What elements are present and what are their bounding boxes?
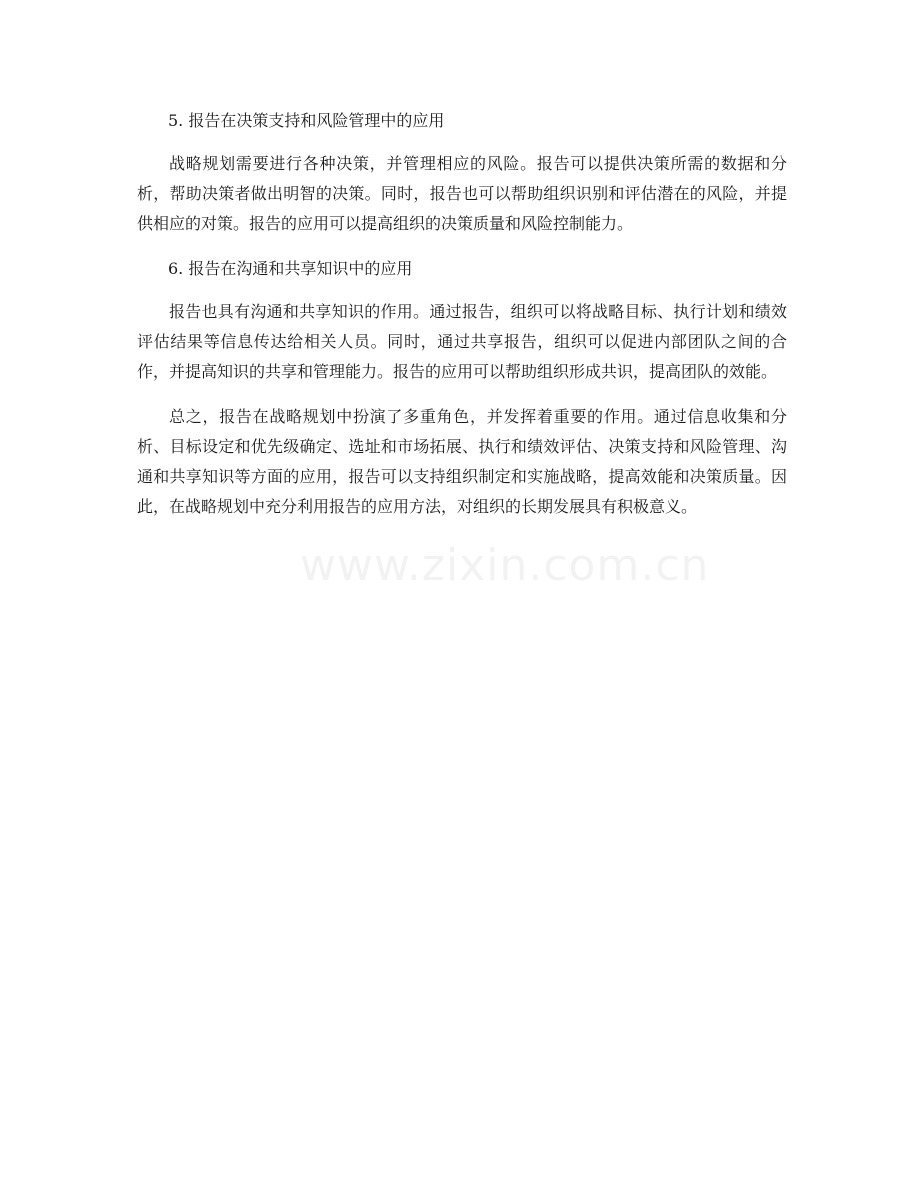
conclusion-paragraph: 总之，报告在战略规划中扮演了多重角色，并发挥着重要的作用。通过信息收集和分析、目标设定和优先级确定、选址和市场拓展、执行和绩效评估、决策支持和风险管理、沟通和共享知识等方面的应用，报告可以支持组织制定和实施战略，提高效能和决策质量。因此，在战略规划中充分利用报告的应用方法，对组织的长期发展具有积极意义。 bbox=[137, 407, 787, 516]
watermark: www.zixin.com.cn bbox=[300, 540, 710, 591]
section-5-heading: 5. 报告在决策支持和风险管理中的应用 bbox=[168, 111, 445, 130]
section-6-paragraph: 报告也具有沟通和共享知识的作用。通过报告，组织可以将战略目标、执行计划和绩效评估结果等信息传达给相关人员。同时，通过共享报告，组织可以促进内部团队之间的合作，并提高知识的共享和管理能力。报告的应用可以帮助组织形成共识，提高团队的效能。 bbox=[137, 302, 787, 381]
document-content bbox=[137, 106, 787, 522]
section-5-paragraph: 战略规划需要进行各种决策，并管理相应的风险。报告可以提供决策所需的数据和分析，帮助决策者做出明智的决策。同时，报告也可以帮助组织识别和评估潜在的风险，并提供相应的对策。报告的应用可以提高组织的决策质量和风险控制能力。 bbox=[137, 154, 787, 233]
section-6-heading: 6. 报告在沟通和共享知识中的应用 bbox=[168, 259, 413, 278]
